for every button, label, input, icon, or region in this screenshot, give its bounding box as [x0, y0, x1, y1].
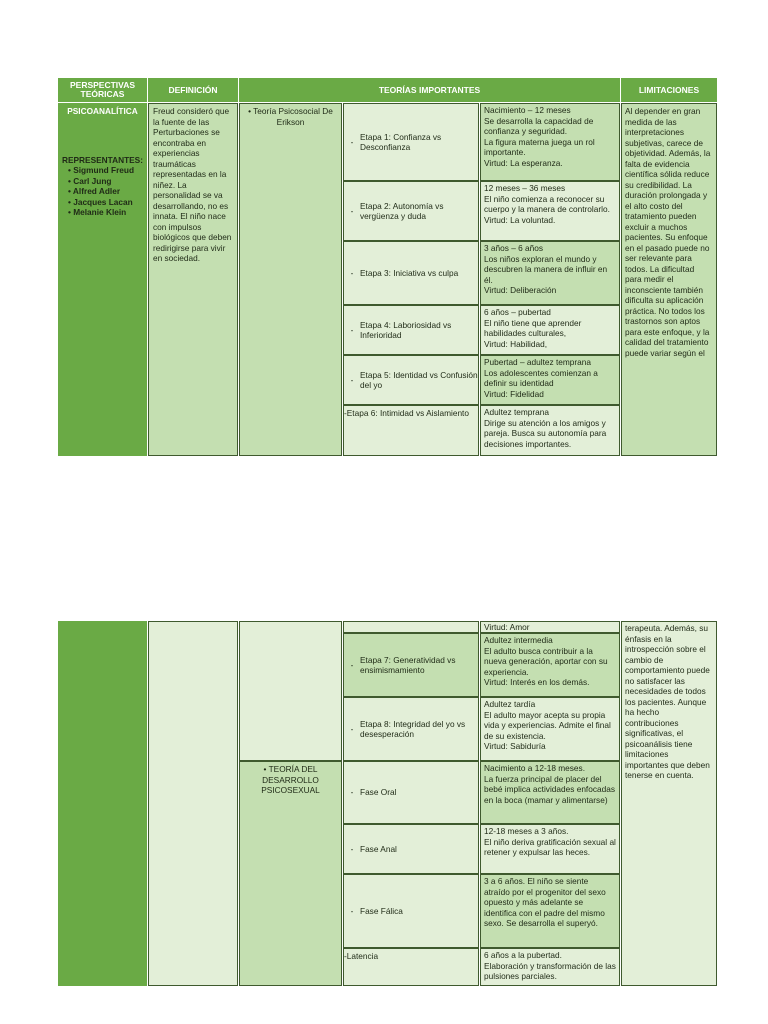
- etapa-7-name-cell: - Etapa 7: Generatividad vs ensimismamiento: [343, 633, 479, 697]
- latencia-desc: 6 años a la pubertad. Elaboración y transformación de las pulsiones parciales.: [480, 948, 620, 986]
- etapa-5-desc: Pubertad – adultez temprana Los adolescentes comienzan a definir su identidad Virtud: Fidelidad: [480, 355, 620, 405]
- bullet-icon: •: [248, 106, 251, 116]
- perspectiva-cell-cont: [58, 621, 147, 986]
- fase-oral-name: Fase Oral: [360, 787, 397, 798]
- bullet-icon: •: [263, 764, 267, 774]
- definicion-cell-cont: [148, 621, 238, 986]
- etapa-7-desc: Adultez intermedia El adulto busca contribuir a la nueva generación, aportar con su experiencia. Virtud: Interés en los demás.: [480, 633, 620, 697]
- list-item: • Sigmund Freud: [68, 165, 143, 176]
- fase-anal-desc: 12-18 meses a 3 años. El niño deriva gratificación sexual al retener y expulsar las heces.: [480, 824, 620, 874]
- list-item: • Melanie Klein: [68, 207, 143, 218]
- header-definicion: DEFINICIÓN: [148, 78, 238, 102]
- etapa-1-name: Etapa 1: Confianza vs Desconfianza: [360, 131, 442, 152]
- perspectiva-cell: [58, 103, 147, 456]
- teoria-erikson-cell: [239, 103, 342, 456]
- fase-anal-name-cell: - Fase Anal: [343, 824, 479, 874]
- etapa-3-name: Etapa 3: Iniciativa vs culpa: [360, 267, 459, 278]
- etapa-8-name-cell: - Etapa 8: Integridad del yo vs desesperación: [343, 697, 479, 761]
- etapa-3-desc: 3 años – 6 años Los niños exploran el mundo y descubren la manera de influir en él. Virtud: Deliberación: [480, 241, 620, 305]
- latencia-name: Latencia: [346, 951, 379, 961]
- list-item: • Jacques Lacan: [68, 197, 143, 208]
- fase-falica-name-cell: - Fase Fálica: [343, 874, 479, 948]
- etapa-6-name-cell: - Etapa 6: Intimidad vs Aislamiento: [343, 405, 479, 456]
- representantes-label: REPRESENTANTES:: [62, 154, 143, 165]
- representantes-list: [62, 165, 143, 218]
- fase-oral-desc: Nacimiento a 12-18 meses. La fuerza principal de placer del bebé implica actividades enfocadas en la boca (mamar y alimentarse): [480, 761, 620, 824]
- etapa-7-name: Etapa 7: Generatividad vs ensimismamiento: [360, 654, 456, 675]
- list-item: • Alfred Adler: [68, 186, 143, 197]
- etapa-2-desc: 12 meses – 36 meses El niño comienza a reconocer su cuerpo y la manera de controlarlo. Virtud: La voluntad.: [480, 181, 620, 241]
- fase-oral-name-cell: - Fase Oral: [343, 761, 479, 824]
- etapa-2-name-cell: - Etapa 2: Autonomía vs vergüenza y duda: [343, 181, 479, 241]
- limitaciones-cell-1: Al depender en gran medida de las interpretaciones subjetivas, carece de objetividad. Además, la falta de evidencia científica sólida reduce su credibilidad. La duración prolongada y el alto costo del tratamiento pueden excluir a muchos pacientes. Su enfoque en el pasado puede no ser relevante para todos. La dificultad para medir el inconsciente también dificulta su aplicación práctica. No todos los trastornos son aptos para este enfoque, y la calidad del tratamiento puede variar según el: [621, 103, 717, 456]
- etapa-2-name: Etapa 2: Autonomía vs vergüenza y duda: [360, 200, 444, 221]
- latencia-name-cell: - Latencia: [343, 948, 479, 986]
- etapa-6-name: Etapa 6: Intimidad vs Aislamiento: [346, 408, 469, 418]
- header-teorias: TEORÍAS IMPORTANTES: [239, 78, 620, 102]
- fase-falica-desc: 3 a 6 años. El niño se siente atraído por el progenitor del sexo opuesto y más adelante se identifica con el padre del mismo sexo. Se desarrolla el superyó.: [480, 874, 620, 948]
- limitaciones-cell-2: terapeuta. Además, su énfasis en la introspección sobre el cambio de comportamiento puede no satisfacer las necesidades de todos los pacientes. Aunque ha hecho contribuciones significativas, el psicoanálisis tiene limitaciones importantes que deben tenerse en cuenta.: [621, 621, 717, 986]
- etapa-3-name-cell: - Etapa 3: Iniciativa vs culpa: [343, 241, 479, 305]
- definicion-text: Freud consideró que la fuente de las Perturbaciones se encontraba en experiencias traumáticas representadas en la niñez. La personalidad se va desarrollando, no es innata. El niño nace con impulsos biológicos que deben redirigirse para vivir en sociedad.: [153, 106, 232, 263]
- etapa-6-desc-cont: Virtud: Amor: [480, 621, 620, 633]
- teoria-erikson-label: Teoría Psicosocial De Erikson: [253, 106, 333, 127]
- fase-anal-name: Fase Anal: [360, 843, 397, 854]
- teoria-psicosexual-label: TEORÍA DEL DESARROLLO PSICOSEXUAL: [261, 764, 320, 795]
- list-item: • Carl Jung: [68, 176, 143, 187]
- perspectiva-title: PSICOANALÍTICA: [67, 106, 138, 116]
- etapa-6-name-cont: [343, 621, 479, 633]
- fase-falica-name: Fase Fálica: [360, 905, 403, 916]
- etapa-5-name-cell: - Etapa 5: Identidad vs Confusión del yo: [343, 355, 479, 405]
- teoria-psicosexual-cell: [239, 761, 342, 986]
- etapa-4-desc: 6 años – pubertad El niño tiene que aprender habilidades culturales, Virtud: Habilidad,: [480, 305, 620, 355]
- etapa-8-desc: Adultez tardía El adulto mayor acepta su propia vida y experiencias. Admite el final de su existencia. Virtud: Sabiduría: [480, 697, 620, 761]
- header-limitaciones: LIMITACIONES: [621, 78, 717, 102]
- etapa-1-name-cell: - Etapa 1: Confianza vs Desconfianza: [343, 103, 479, 181]
- etapa-6-desc: Adultez temprana Dirige su atención a los amigos y pareja. Busca su autonomía para decisiones importantes.: [480, 405, 620, 456]
- header-perspectivas: PERSPECTIVAS TEÓRICAS: [58, 78, 147, 102]
- etapa-4-name: Etapa 4: Laboriosidad vs Inferioridad: [360, 319, 452, 340]
- definicion-cell: [148, 103, 238, 456]
- etapa-8-name: Etapa 8: Integridad del yo vs desesperación: [360, 718, 466, 739]
- teoria-erikson-cell-cont: [239, 621, 342, 761]
- etapa-5-name: Etapa 5: Identidad vs Confusión del yo: [360, 369, 478, 390]
- etapa-4-name-cell: - Etapa 4: Laboriosidad vs Inferioridad: [343, 305, 479, 355]
- etapa-1-desc: Nacimiento – 12 meses Se desarrolla la capacidad de confianza y seguridad. La figura materna juega un rol importante. Virtud: La esperanza.: [480, 103, 620, 181]
